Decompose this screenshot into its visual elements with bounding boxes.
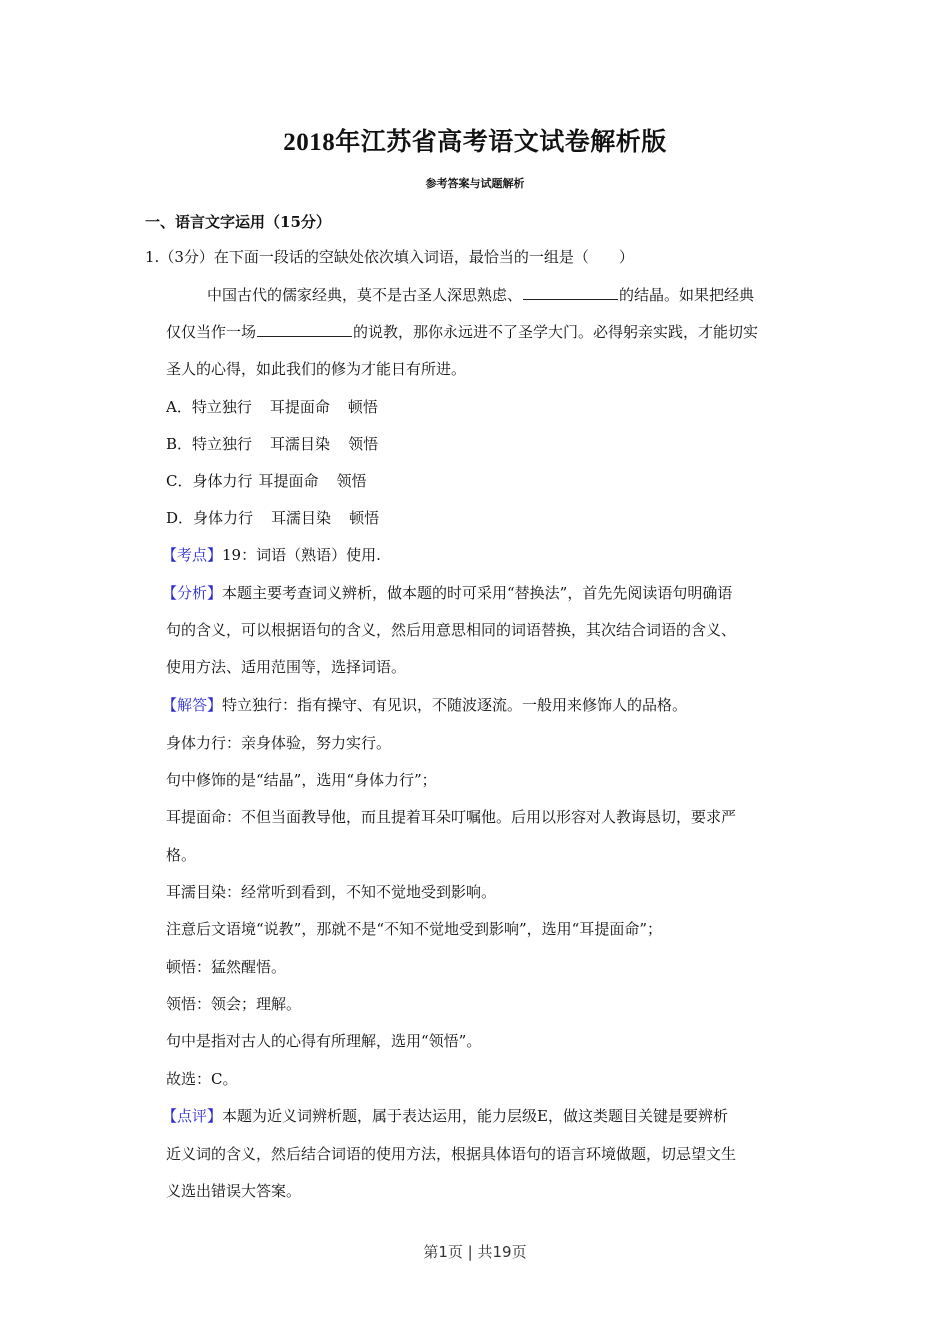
option-letter: B． <box>166 435 193 453</box>
jieda-line-3: 句中修饰的是“结晶”，选用“身体力行”； <box>166 771 437 789</box>
question-stem-text: （3分）在下面一段话的空缺处依次填入词语，最恰当的一组是（ ） <box>159 248 634 266</box>
option-letter: A． <box>166 398 192 416</box>
jieda-line-10: 句中是指对古人的心得有所理解，选用“领悟”。 <box>166 1032 482 1050</box>
option-c <box>166 471 367 491</box>
option-a <box>166 397 378 417</box>
passage-text: 仅仅当作一场 <box>166 323 257 341</box>
fill-blank-1 <box>523 285 618 300</box>
kaodian-text: 19：词语（熟语）使用. <box>222 546 381 564</box>
option-word: 身体力行 <box>193 509 254 527</box>
option-letter: D． <box>166 509 194 527</box>
passage-text: 中国古代的儒家经典，莫不是古圣人深思熟虑、 <box>207 286 523 304</box>
question-stem <box>145 247 634 267</box>
fenxi-line-1 <box>162 583 732 603</box>
jieda-text: 特立独行：指有操守、有见识，不随波逐流。一般用来修饰人的品格。 <box>222 696 688 714</box>
dianping-tag: 【点评】 <box>162 1107 223 1125</box>
jieda-line-4: 耳提面命：不但当面教导他，而且提着耳朵叮嘱他。后用以形容对人教诲恳切，要求严 <box>166 808 737 826</box>
passage-text: 的说教，那你永远进不了圣学大门。必得躬亲实践，才能切实 <box>353 323 759 341</box>
page-footer: 第1页 | 共19页 <box>423 1243 527 1261</box>
fenxi-tag: 【分析】 <box>162 584 223 602</box>
jieda-line-2: 身体力行：亲身体验，努力实行。 <box>166 734 392 752</box>
option-word: 领悟 <box>336 472 367 490</box>
jieda-line-6: 耳濡目染：经常听到看到，不知不觉地受到影响。 <box>166 883 497 901</box>
option-letter: C． <box>166 472 193 490</box>
fenxi-line-2: 句的含义，可以根据语句的含义，然后用意思相同的词语替换，其次结合词语的含义、 <box>166 621 737 639</box>
question-number: 1. <box>145 248 160 266</box>
jieda-tag: 【解答】 <box>162 696 223 714</box>
option-word: 耳濡目染 <box>271 509 332 527</box>
jieda-line-9: 领悟：领会；理解。 <box>166 995 302 1013</box>
fenxi-text: 本题主要考查词义辨析，做本题的时可采用“替换法”，首先先阅读语句明确语 <box>222 584 733 602</box>
option-word: 顿悟 <box>349 509 380 527</box>
option-word: 顿悟 <box>347 398 378 416</box>
option-b <box>166 434 378 454</box>
jieda-line-1 <box>162 695 687 715</box>
option-word: 特立独行 <box>191 398 252 416</box>
option-word: 耳提面命 <box>258 472 319 490</box>
section-heading: 一、语言文字运用（15分） <box>145 213 331 231</box>
dianping-line-1 <box>162 1106 728 1126</box>
passage-line-3: 圣人的心得，如此我们的修为才能日有所进。 <box>166 360 467 378</box>
option-d <box>166 508 379 528</box>
option-word: 耳濡目染 <box>270 435 331 453</box>
dianping-line-2: 近义词的含义，然后结合词语的使用方法，根据具体语句的语言环境做题，切忌望文生 <box>166 1145 737 1163</box>
kaodian-block <box>162 545 381 565</box>
dianping-line-3: 义选出错误大答案。 <box>166 1182 302 1200</box>
jieda-line-7: 注意后文语境“说教”，那就不是“不知不觉地受到影响”，选用“耳提面命”； <box>166 920 663 938</box>
dianping-text: 本题为近义词辨析题，属于表达运用，能力层级E，做这类题目关键是要辨析 <box>222 1107 728 1125</box>
option-word: 特立独行 <box>192 435 253 453</box>
option-word: 耳提面命 <box>269 398 330 416</box>
fenxi-line-3: 使用方法、适用范围等，选择词语。 <box>166 658 407 676</box>
jieda-line-8: 顿悟：猛然醒悟。 <box>166 958 287 976</box>
document-subtitle: 参考答案与试题解析 <box>425 177 525 190</box>
jieda-line-11: 故选：C。 <box>166 1070 238 1088</box>
passage-line-2 <box>166 322 758 342</box>
fill-blank-2 <box>257 322 352 337</box>
option-word: 领悟 <box>348 435 379 453</box>
kaodian-tag: 【考点】 <box>162 546 223 564</box>
jieda-line-5: 格。 <box>166 846 197 864</box>
passage-line-1 <box>207 285 754 305</box>
passage-text: 的结晶。如果把经典 <box>619 286 755 304</box>
option-word: 身体力行 <box>192 472 253 490</box>
document-title: 2018年江苏省高考语文试卷解析版 <box>283 129 667 156</box>
